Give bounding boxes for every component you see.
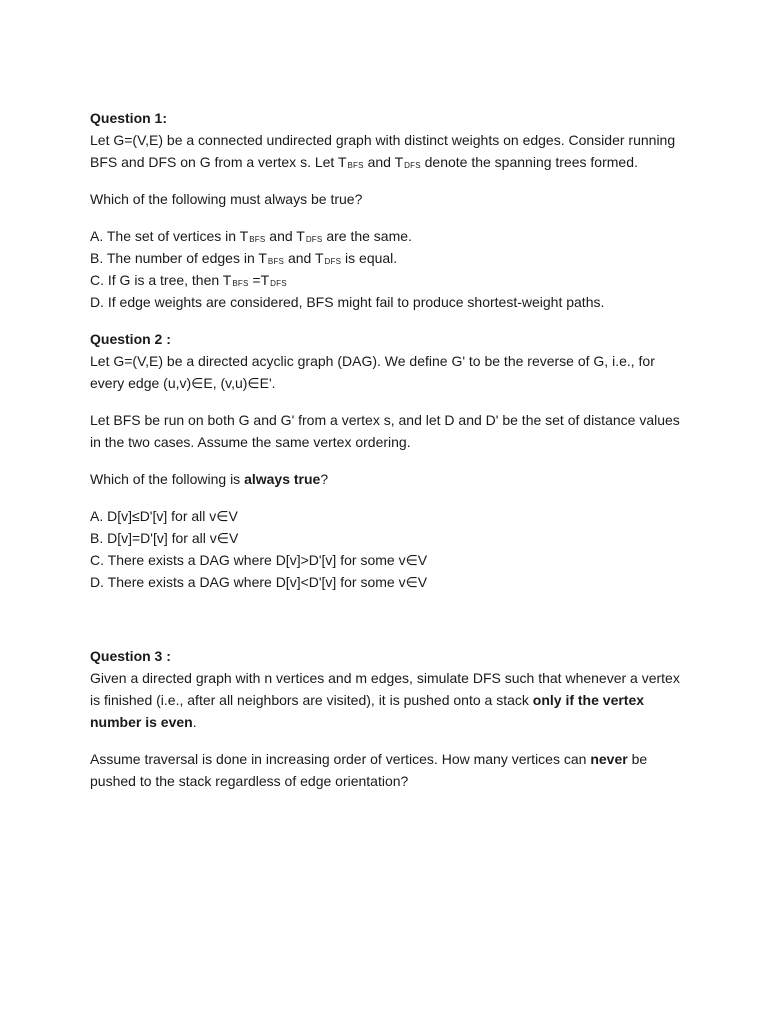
question-3-title: Question 3 : <box>90 648 171 664</box>
subscript-dfs: DFS <box>404 161 421 170</box>
question-1-prompt: Which of the following must always be true? <box>90 191 363 207</box>
question-2-option-d: D. There exists a DAG where D[v]<D'[v] for some v∈V <box>90 574 428 590</box>
question-1-option-d: D. If edge weights are considered, BFS might fail to produce shortest-weight paths. <box>90 294 605 310</box>
subscript-bfs: BFS <box>347 161 364 170</box>
question-2-paragraph: Let BFS be run on both G and G' from a vertex s, and let D and D' be the set of distance values in the two cases. Assume the same vertex ordering. <box>90 412 680 450</box>
question-2-option-a: A. D[v]≤D'[v] for all v∈V <box>90 508 238 524</box>
document-page <box>90 107 690 792</box>
question-2-prompt: Which of the following is always true? <box>90 471 329 487</box>
question-1-title: Question 1: <box>90 110 168 126</box>
question-1-intro: Let G=(V,E) be a connected undirected graph with distinct weights on edges. Consider running BFS and DFS on G from a vertex s. Let TBFS and TDFS denote the spanning trees formed. <box>90 132 676 170</box>
question-3-intro: Given a directed graph with n vertices and m edges, simulate DFS such that whenever a vertex is finished (i.e., after all neighbors are visited), it is pushed onto a stack only if the vertex number is even. <box>90 670 680 730</box>
question-2-option-b: B. D[v]=D'[v] for all v∈V <box>90 530 239 546</box>
question-1-option-a: A. The set of vertices in TBFS and TDFS are the same. <box>90 228 412 244</box>
question-1-option-b: B. The number of edges in TBFS and TDFS is equal. <box>90 250 398 266</box>
question-2-intro: Let G=(V,E) be a directed acyclic graph (DAG). We define G' to be the reverse of G, i.e., for every edge (u,v)∈E, (v,u)∈E'. <box>90 353 655 391</box>
question-2-title: Question 2 : <box>90 331 171 347</box>
question-3-paragraph: Assume traversal is done in increasing order of vertices. How many vertices can never be pushed to the stack regardless of edge orientation? <box>90 751 648 789</box>
question-1-option-c: C. If G is a tree, then TBFS =TDFS <box>90 272 287 288</box>
question-2-option-c: C. There exists a DAG where D[v]>D'[v] for some v∈V <box>90 552 428 568</box>
